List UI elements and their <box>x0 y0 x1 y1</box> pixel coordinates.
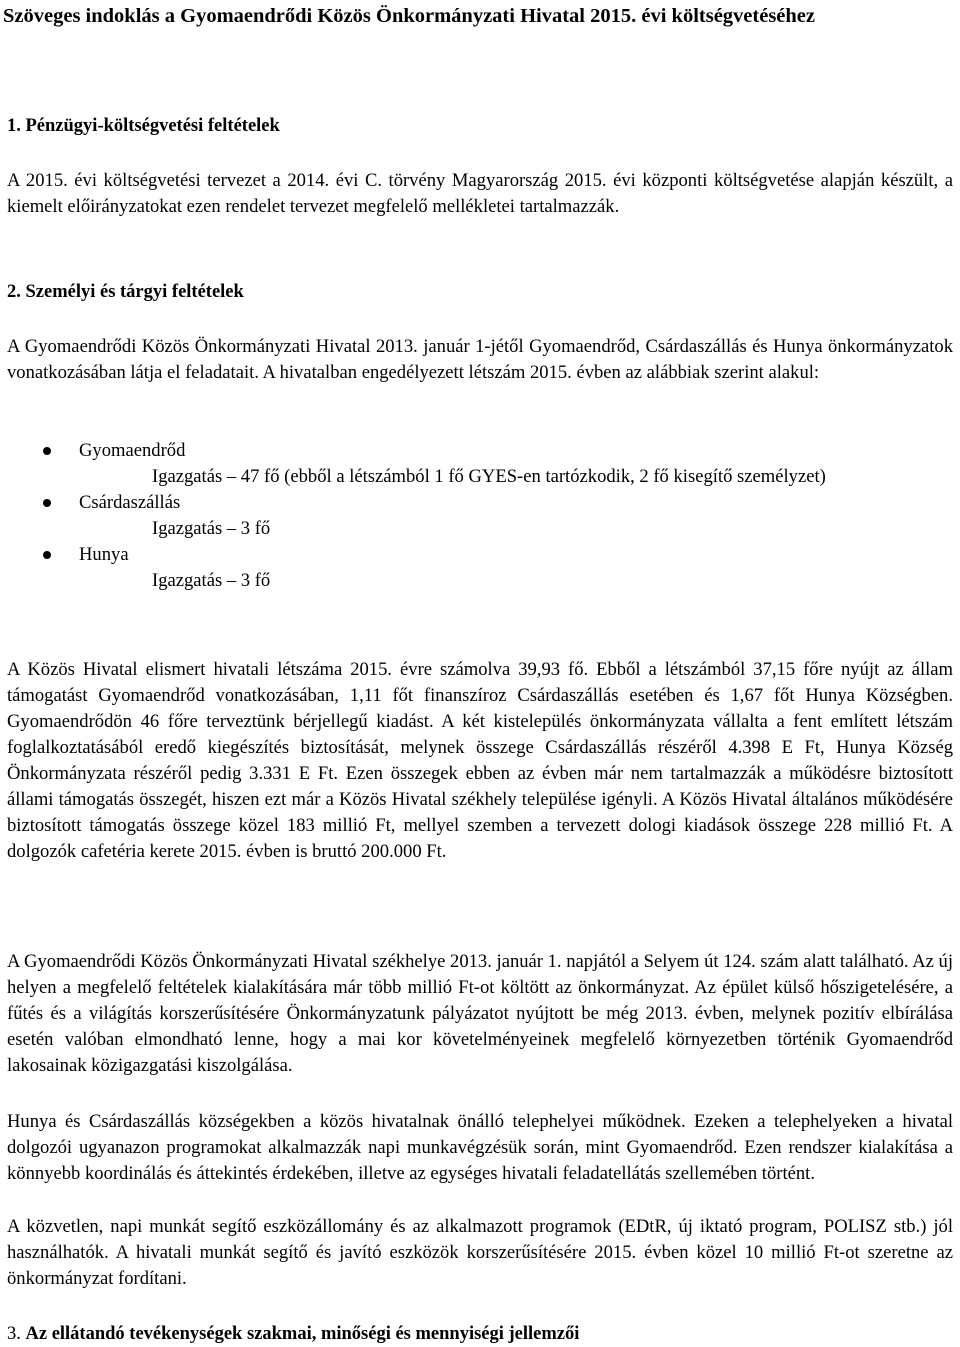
seat-paragraph: A Gyomaendrődi Közös Önkormányzati Hivatal székhelye 2013. január 1. napjától a Selyem út 124. szám alatt található. Az új helyen a megfelelő feltételek kialakítására már több millió Ft-ot költött az önkormányzat. Az épület külső hőszigetelésére, a fűtés és a világítás korszerűsítésére Önkormányzatunk pályázatot nyújtott be még 2013. évben, melynek pozitív elbírálása esetén valóban elmondható lenne, hogy a mai kor követelményeinek megfelelő környezetben történik Gyomaendrőd lakosainak közigazgatási kiszolgálása. <box>7 951 953 1076</box>
staff-place: Gyomaendrőd <box>79 440 186 461</box>
section-1-paragraph: A 2015. évi költségvetési tervezet a 2014. évi C. törvény Magyarország 2015. évi központi költségvetése alapján készült, a kiemelt előirányzatokat ezen rendelet tervezet megfelelő mellékletei tartalmazzák. <box>7 170 953 217</box>
bullet-icon <box>43 499 51 507</box>
section-1-heading: 1. Pénzügyi-költségvetési feltételek <box>7 116 280 136</box>
staff-place: Hunya <box>79 544 129 565</box>
section-3-heading <box>7 1321 579 1347</box>
staff-detail: Igazgatás – 3 fő <box>152 518 271 539</box>
sites-paragraph: Hunya és Csárdaszállás községekben a közös hivatalnak önálló telephelyei működnek. Ezeken a telephelyeken a hivatal dolgozói ugyanazon programokat alkalmazzák napi munkavégzésük során, mint Gyomaendrőd. Ezen rendszer kialakítása a könnyebb koordinálás és áttekintés érdekében, illetve az egységes hivatali feladatellátás szellemében történt. <box>7 1111 953 1184</box>
headcount-paragraph: A Közös Hivatal elismert hivatali létszáma 2015. évre számolva 39,93 fő. Ebből a létszámból 37,15 főre nyújt az állam támogatást Gyomaendrőd vonatkozásában, 1,11 főt finanszíroz Csárdaszállás esetében és 1,67 főt Hunya Községben. Gyomaendrődön 46 főre terveztünk bérjellegű kiadást. A két kistelepülés önkormányzata vállalta a fent említett létszám foglalkoztatásából eredő kiegészítés biztosítását, melynek összege Csárdaszállás részéről 4.398 E Ft, Hunya Község Önkormányzata részéről pedig 3.331 E Ft. Ezen összegek ebben az évben már nem tartalmazzák a működésre biztosított állami támogatás összegét, hiszen ezt már a Közös Hivatal székhely települése igényli. A Közös Hivatal általános működésére biztosított támogatás összege közel 183 millió Ft, mellyel szemben a tervezett dologi kiadások összege 228 millió Ft. A dolgozók cafetéria kerete 2015. évben is bruttó 200.000 Ft. <box>7 659 953 862</box>
tools-paragraph: A közvetlen, napi munkát segítő eszközállomány és az alkalmazott programok (EDtR, új iktató program, POLISZ stb.) jól használhatók. A hivatali munkát segítő és javító eszközök korszerűsítésére 2015. évben közel 10 millió Ft-ot szeretne az önkormányzat fordítani. <box>7 1216 953 1289</box>
staff-detail: Igazgatás – 47 fő (ebből a létszámból 1 fő GYES-en tartózkodik, 2 fő kisegítő személyzet) <box>152 466 826 487</box>
staff-place: Csárdaszállás <box>79 492 181 513</box>
section-2-intro: A Gyomaendrődi Közös Önkormányzati Hivatal 2013. január 1-jétől Gyomaendrőd, Csárdaszállás és Hunya önkormányzatok vonatkozásában látja el feladatait. A hivatalban engedélyezett létszám 2015. évben az alábbiak szerint alakul: <box>7 336 953 383</box>
section-3-title: Az ellátandó tevékenységek szakmai, minőségi és mennyiségi jellemzői <box>25 1324 580 1344</box>
bullet-icon <box>43 551 51 559</box>
bullet-icon <box>43 447 51 455</box>
list-item <box>0 490 960 542</box>
list-item <box>0 542 960 594</box>
staff-list <box>0 438 960 594</box>
document-title: Szöveges indoklás a Gyomaendrődi Közös Önkormányzati Hivatal 2015. évi költségvetéséhez <box>3 5 815 27</box>
section-3-number: 3. <box>7 1324 21 1344</box>
staff-detail: Igazgatás – 3 fő <box>152 570 271 591</box>
section-2-heading: 2. Személyi és tárgyi feltételek <box>7 282 244 302</box>
list-item <box>0 438 960 490</box>
